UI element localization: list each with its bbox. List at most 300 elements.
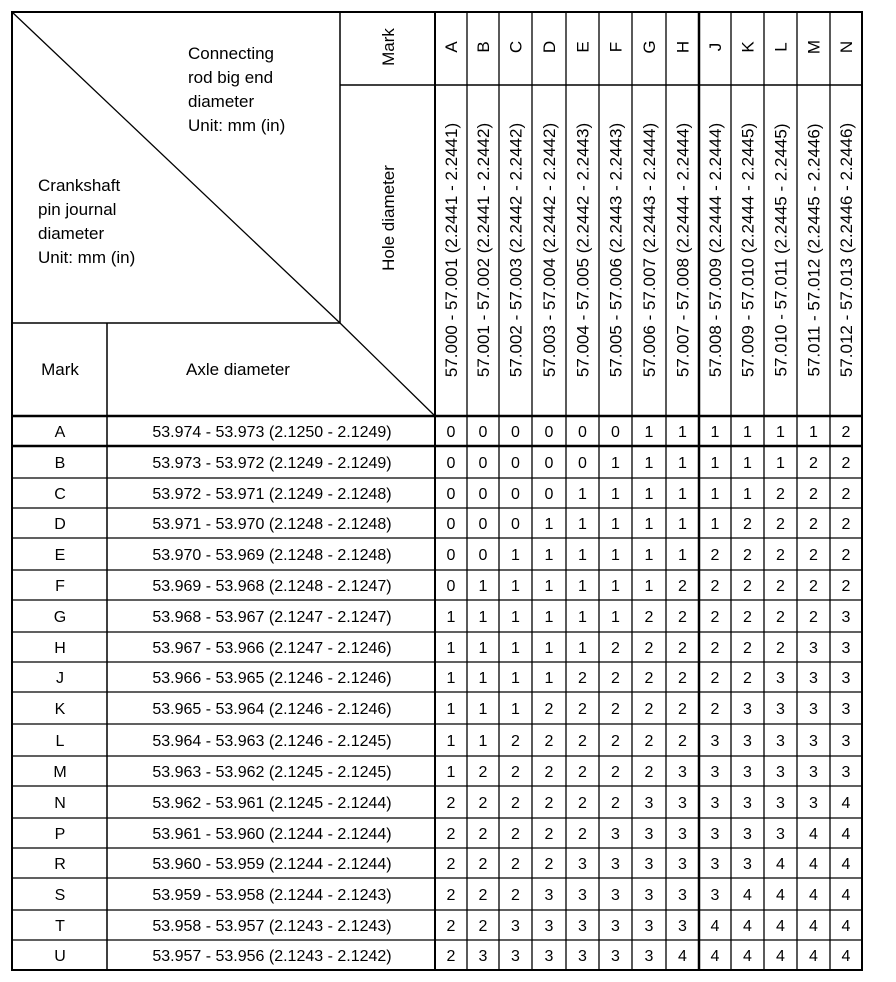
- grade-cell: 2: [743, 547, 752, 564]
- grade-cell: 2: [446, 918, 456, 935]
- grade-cell: 2: [776, 486, 785, 503]
- column-hole-diameter: 57.000 - 57.001 (2.2441 - 2.2441): [442, 122, 461, 378]
- row-mark: T: [55, 918, 65, 935]
- column-hole-diameter: 57.003 - 57.004 (2.2442 - 2.2442): [540, 122, 559, 378]
- column-hole-diameter: 57.004 - 57.005 (2.2442 - 2.2443): [573, 122, 593, 378]
- grade-cell: 1: [544, 640, 554, 657]
- grade-cell: 2: [644, 764, 654, 781]
- column-mark: E: [573, 41, 593, 53]
- grade-cell: 2: [710, 701, 720, 718]
- grade-cell: 3: [611, 918, 620, 935]
- grade-cell: 2: [478, 764, 488, 781]
- grade-cell: 2: [478, 918, 488, 935]
- grade-cell: 3: [776, 764, 785, 781]
- grade-cell: 1: [478, 640, 488, 657]
- grade-cell: 2: [644, 733, 654, 750]
- grade-cell: 3: [743, 701, 752, 718]
- grade-cell: 2: [446, 948, 456, 965]
- grade-cell: 1: [478, 701, 488, 718]
- column-hole-diameter: 57.010 - 57.011 (2.2445 - 2.2445): [771, 123, 791, 377]
- grade-cell: 1: [446, 609, 456, 626]
- grade-cell: 3: [678, 826, 687, 843]
- grade-cell: 2: [776, 516, 785, 533]
- axle-diameter-label: Axle diameter: [186, 360, 290, 379]
- grade-cell: 2: [544, 701, 554, 718]
- row-mark-label: Mark: [41, 360, 79, 379]
- grade-cell: 1: [478, 733, 488, 750]
- grade-cell: 3: [710, 733, 720, 750]
- column-hole-diameter: 57.012 - 57.013 (2.2446 - 2.2446): [837, 122, 856, 378]
- grade-cell: 1: [511, 578, 520, 595]
- grade-cell: 4: [776, 856, 785, 873]
- grade-cell: 4: [743, 918, 752, 935]
- column-mark: F: [606, 41, 626, 53]
- grade-cell: 3: [841, 764, 851, 781]
- grade-cell: 1: [578, 609, 587, 626]
- grade-cell: 1: [478, 578, 488, 595]
- grade-cell: 2: [841, 547, 851, 564]
- grade-cell: 1: [478, 670, 488, 687]
- grade-cell: 2: [511, 795, 520, 812]
- grade-cell: 2: [511, 764, 520, 781]
- grade-cell: 1: [678, 424, 687, 441]
- row-axle-diameter: 53.958 - 53.957 (2.1243 - 2.1243): [152, 918, 392, 935]
- grade-cell: 3: [644, 948, 654, 965]
- grade-cell: 0: [611, 424, 620, 441]
- grade-cell: 1: [544, 609, 554, 626]
- grade-cell: 3: [578, 856, 587, 873]
- grade-cell: 1: [678, 486, 687, 503]
- grade-cell: 2: [841, 455, 851, 472]
- row-mark: P: [54, 826, 66, 843]
- grade-cell: 3: [478, 948, 488, 965]
- grade-cell: 4: [776, 948, 785, 965]
- grade-cell: 2: [678, 609, 687, 626]
- grade-cell: 0: [446, 424, 456, 441]
- grade-cell: 2: [644, 701, 654, 718]
- grade-cell: 1: [511, 670, 520, 687]
- grade-cell: 1: [743, 486, 752, 503]
- grade-cell: 2: [544, 826, 554, 843]
- grade-cell: 2: [544, 795, 554, 812]
- grade-cell: 3: [578, 887, 587, 904]
- table-grid: [12, 12, 862, 970]
- grade-cell: 1: [611, 516, 620, 533]
- grade-cell: 1: [578, 640, 587, 657]
- grade-cell: 2: [611, 640, 620, 657]
- grade-cell: 1: [678, 547, 687, 564]
- grade-cell: 2: [809, 486, 818, 503]
- grade-cell: 0: [446, 486, 456, 503]
- grade-cell: 2: [511, 856, 520, 873]
- grade-cell: 2: [478, 795, 488, 812]
- row-axle-diameter: 53.959 - 53.958 (2.1244 - 2.1243): [152, 887, 392, 904]
- column-mark-label: Mark: [379, 28, 398, 66]
- grade-cell: 2: [611, 795, 620, 812]
- grade-cell: 2: [544, 764, 554, 781]
- grade-cell: 3: [678, 918, 687, 935]
- grade-cell: 2: [809, 516, 818, 533]
- row-mark: D: [54, 516, 66, 533]
- grade-cell: 3: [710, 764, 720, 781]
- grade-cell: 0: [578, 424, 587, 441]
- row-mark: N: [54, 795, 66, 812]
- grade-cell: 3: [710, 887, 720, 904]
- grade-cell: 1: [544, 547, 554, 564]
- grade-cell: 0: [478, 455, 488, 472]
- row-mark: C: [54, 486, 66, 503]
- grade-cell: 4: [841, 918, 851, 935]
- row-axle-diameter: 53.966 - 53.965 (2.1246 - 2.1246): [152, 670, 392, 687]
- column-mark: D: [540, 40, 559, 54]
- column-hole-diameter: 57.002 - 57.003 (2.2442 - 2.2442): [506, 122, 526, 378]
- grade-cell: 2: [710, 547, 720, 564]
- grade-cell: 2: [644, 640, 654, 657]
- column-mark: G: [640, 40, 659, 54]
- row-mark: K: [54, 701, 66, 718]
- grade-cell: 2: [446, 826, 456, 843]
- column-hole-diameter: 57.009 - 57.010 (2.2444 - 2.2445): [738, 122, 758, 378]
- rod-label-line-2: rod big end: [188, 68, 274, 87]
- column-headers: [442, 40, 856, 377]
- row-mark: E: [54, 547, 66, 564]
- grade-cell: 4: [809, 887, 818, 904]
- grade-cell: 2: [511, 733, 520, 750]
- grade-cell: 0: [478, 486, 488, 503]
- grade-cell: 1: [446, 670, 456, 687]
- grade-cell: 1: [611, 455, 620, 472]
- grade-cell: 2: [678, 670, 687, 687]
- grade-cell: 3: [678, 764, 687, 781]
- grade-cell: 1: [446, 640, 456, 657]
- grade-cell: 4: [841, 826, 851, 843]
- grade-cell: 2: [578, 701, 587, 718]
- grade-cell: 2: [841, 578, 851, 595]
- grade-cell: 1: [511, 640, 520, 657]
- row-mark: H: [54, 640, 66, 657]
- grade-cell: 1: [710, 424, 720, 441]
- grade-cell: 3: [678, 887, 687, 904]
- grade-cell: 2: [611, 764, 620, 781]
- grade-cell: 1: [511, 609, 520, 626]
- grade-cell: 4: [809, 826, 818, 843]
- grade-cell: 2: [678, 578, 687, 595]
- row-axle-diameter: 53.970 - 53.969 (2.1248 - 2.1248): [152, 547, 392, 564]
- grade-cell: 1: [743, 455, 752, 472]
- grade-cell: 3: [611, 856, 620, 873]
- grade-cell: 2: [511, 887, 520, 904]
- rod-label-line-3: diameter: [188, 92, 255, 111]
- grade-cell: 1: [578, 516, 587, 533]
- row-mark: L: [55, 733, 65, 750]
- grade-cell: 2: [710, 670, 720, 687]
- grade-cell: 3: [743, 856, 752, 873]
- row-mark: B: [54, 455, 66, 472]
- grade-cell: 4: [743, 948, 752, 965]
- grade-cell: 3: [776, 733, 785, 750]
- row-axle-diameter: 53.961 - 53.960 (2.1244 - 2.1244): [152, 826, 392, 843]
- grade-cell: 2: [578, 670, 587, 687]
- grade-cell: 3: [678, 795, 687, 812]
- grade-cell: 4: [678, 948, 687, 965]
- row-axle-diameter: 53.972 - 53.971 (2.1249 - 2.1248): [152, 486, 392, 503]
- table-border: [12, 12, 862, 970]
- grade-cell: 3: [809, 640, 818, 657]
- grade-cell: 3: [710, 795, 720, 812]
- grade-cell: 1: [743, 424, 752, 441]
- grade-cell: 2: [841, 486, 851, 503]
- crank-label-line-4: Unit: mm (in): [38, 248, 136, 267]
- grade-cell: 1: [578, 547, 587, 564]
- grade-cell: 1: [644, 486, 654, 503]
- grade-cell: 0: [478, 424, 488, 441]
- grade-cell: 1: [776, 455, 785, 472]
- grade-cell: 3: [578, 948, 587, 965]
- grade-cell: 3: [544, 948, 554, 965]
- grade-cell: 2: [743, 516, 752, 533]
- grade-cell: 1: [710, 455, 720, 472]
- grade-cell: 3: [544, 918, 554, 935]
- grade-cell: 3: [809, 764, 818, 781]
- grade-cell: 2: [710, 609, 720, 626]
- grade-cell: 4: [809, 918, 818, 935]
- grade-cell: 0: [511, 486, 520, 503]
- grade-cell: 2: [578, 764, 587, 781]
- grade-cell: 2: [776, 609, 785, 626]
- grade-cell: 1: [710, 486, 720, 503]
- grade-cell: 3: [809, 733, 818, 750]
- grade-cell: 0: [511, 424, 520, 441]
- grade-cell: 2: [611, 701, 620, 718]
- column-mark: C: [506, 40, 526, 54]
- grade-cell: 1: [611, 486, 620, 503]
- column-mark: A: [442, 41, 461, 53]
- grade-cell: 2: [776, 640, 785, 657]
- grade-cell: 2: [841, 424, 851, 441]
- grade-cell: 3: [611, 826, 620, 843]
- grade-cell: 1: [710, 516, 720, 533]
- column-hole-diameter: 57.011 - 57.012 (2.2445 - 2.2446): [804, 123, 824, 377]
- row-mark: S: [54, 887, 66, 904]
- grade-cell: 0: [511, 516, 520, 533]
- column-mark: K: [738, 41, 758, 53]
- grade-cell: 2: [578, 733, 587, 750]
- grade-cell: 2: [809, 609, 818, 626]
- grade-cell: 2: [478, 887, 488, 904]
- row-axle-diameter: 53.973 - 53.972 (2.1249 - 2.1249): [152, 455, 392, 472]
- column-hole-diameter: 57.005 - 57.006 (2.2443 - 2.2443): [606, 122, 626, 378]
- grade-cell: 4: [841, 948, 851, 965]
- grade-cell: 1: [776, 424, 785, 441]
- grade-cell: 1: [644, 424, 654, 441]
- hole-diameter-label: Hole diameter: [379, 165, 398, 271]
- row-axle-diameter: 53.974 - 53.973 (2.1250 - 2.1249): [152, 424, 392, 441]
- grade-cell: 3: [511, 948, 520, 965]
- grade-cell: 3: [644, 826, 654, 843]
- grade-cell: 2: [743, 578, 752, 595]
- grade-cell: 3: [776, 826, 785, 843]
- grade-cell: 2: [678, 733, 687, 750]
- grade-cell: 2: [644, 670, 654, 687]
- grade-cell: 3: [511, 918, 520, 935]
- grade-cell: 3: [809, 701, 818, 718]
- grade-cell: 0: [478, 516, 488, 533]
- grade-cell: 3: [776, 701, 785, 718]
- grade-cell: 3: [678, 856, 687, 873]
- grade-cell: 2: [544, 733, 554, 750]
- grade-cell: 2: [478, 826, 488, 843]
- grade-cell: 2: [841, 516, 851, 533]
- column-mark: J: [706, 42, 725, 52]
- grade-cell: 1: [578, 578, 587, 595]
- grade-cell: 1: [446, 733, 456, 750]
- grade-cell: 2: [611, 733, 620, 750]
- grade-cell: 1: [809, 424, 818, 441]
- grade-cell: 1: [446, 764, 456, 781]
- row-axle-diameter: 53.962 - 53.961 (2.1245 - 2.1244): [152, 795, 392, 812]
- grade-cell: 2: [578, 795, 587, 812]
- grade-cell: 0: [544, 455, 554, 472]
- grade-cell: 1: [446, 701, 456, 718]
- grade-cell: 1: [511, 547, 520, 564]
- grade-cell: 2: [446, 887, 456, 904]
- grade-cell: 2: [710, 578, 720, 595]
- diagonal-line: [340, 323, 435, 416]
- grade-cell: 1: [611, 609, 620, 626]
- grade-cell: 3: [809, 670, 818, 687]
- grade-cell: 1: [544, 516, 554, 533]
- grade-cell: 1: [611, 547, 620, 564]
- row-axle-diameter: 53.968 - 53.967 (2.1247 - 2.1247): [152, 609, 392, 626]
- row-axle-diameter: 53.971 - 53.970 (2.1248 - 2.1248): [152, 516, 392, 533]
- grade-cell: 4: [743, 887, 752, 904]
- grade-cell: 4: [841, 795, 851, 812]
- grade-cell: 3: [841, 733, 851, 750]
- column-hole-diameter: 57.001 - 57.002 (2.2441 - 2.2442): [474, 122, 493, 378]
- grade-cell: 0: [478, 547, 488, 564]
- row-mark: F: [55, 578, 65, 595]
- grade-cell: 3: [841, 670, 851, 687]
- grade-cell: 1: [544, 670, 554, 687]
- crank-label-line-2: pin journal: [38, 200, 117, 219]
- rod-label-line-1: Connecting: [188, 44, 275, 63]
- grade-cell: 3: [776, 795, 785, 812]
- grade-cell: 2: [578, 826, 587, 843]
- grade-cell: 4: [809, 856, 818, 873]
- row-mark: R: [54, 856, 66, 873]
- grade-cell: 3: [611, 948, 620, 965]
- grade-cell: 2: [809, 455, 818, 472]
- row-mark: M: [53, 764, 67, 781]
- grade-cell: 2: [511, 826, 520, 843]
- grade-cell: 3: [644, 918, 654, 935]
- row-axle-diameter: 53.960 - 53.959 (2.1244 - 2.1244): [152, 856, 392, 873]
- grade-cell: 2: [611, 670, 620, 687]
- grade-cell: 1: [511, 701, 520, 718]
- grade-cell: 3: [809, 795, 818, 812]
- grade-cell: 3: [743, 733, 752, 750]
- column-hole-diameter: 57.007 - 57.008 (2.2444 - 2.2444): [673, 122, 693, 378]
- grade-cell: 3: [710, 856, 720, 873]
- grade-cell: 1: [644, 455, 654, 472]
- row-axle-diameter: 53.963 - 53.962 (2.1245 - 2.1245): [152, 764, 392, 781]
- grade-cell: 4: [710, 948, 720, 965]
- grade-cell: 0: [446, 516, 456, 533]
- grade-cell: 1: [644, 547, 654, 564]
- diagonal-line: [12, 12, 340, 323]
- grade-cell: 2: [446, 856, 456, 873]
- grade-cell: 3: [776, 670, 785, 687]
- column-hole-diameter: 57.008 - 57.009 (2.2444 - 2.2444): [706, 122, 725, 378]
- grade-cell: 0: [446, 547, 456, 564]
- grade-cell: 2: [743, 670, 752, 687]
- grade-cell: 0: [446, 578, 456, 595]
- crank-label-line-1: Crankshaft: [38, 176, 121, 195]
- grade-cell: 4: [841, 856, 851, 873]
- grade-cell: 4: [710, 918, 720, 935]
- grade-cell: 0: [446, 455, 456, 472]
- grade-cell: 1: [678, 516, 687, 533]
- grade-cell: 3: [611, 887, 620, 904]
- grade-cell: 1: [544, 578, 554, 595]
- grade-cell: 2: [743, 640, 752, 657]
- grade-cell: 3: [644, 795, 654, 812]
- grade-cell: 0: [544, 486, 554, 503]
- row-mark: G: [53, 609, 67, 626]
- crank-label-line-3: diameter: [38, 224, 105, 243]
- grade-cell: 2: [743, 609, 752, 626]
- grade-cell: 3: [578, 918, 587, 935]
- row-mark: A: [54, 424, 66, 441]
- grade-cell: 2: [446, 795, 456, 812]
- grade-cell: 1: [644, 578, 654, 595]
- grade-cell: 1: [678, 455, 687, 472]
- grade-cell: 0: [511, 455, 520, 472]
- grade-cell: 1: [611, 578, 620, 595]
- grade-cell: 3: [644, 856, 654, 873]
- grade-cell: 2: [544, 856, 554, 873]
- grade-cell: 3: [743, 826, 752, 843]
- grade-cell: 4: [776, 918, 785, 935]
- grade-cell: 2: [644, 609, 654, 626]
- grade-cell: 3: [743, 764, 752, 781]
- grade-cell: 3: [710, 826, 720, 843]
- grade-cell: 2: [809, 578, 818, 595]
- row-mark: J: [56, 670, 64, 687]
- column-hole-diameter: 57.006 - 57.007 (2.2443 - 2.2444): [640, 122, 659, 378]
- grade-cell: 2: [678, 640, 687, 657]
- grade-cell: 2: [710, 640, 720, 657]
- grade-cell: 4: [841, 887, 851, 904]
- column-mark: L: [771, 42, 791, 52]
- column-mark: B: [474, 41, 493, 53]
- row-axle-diameter: 53.957 - 53.956 (2.1243 - 2.1242): [152, 948, 392, 965]
- grade-cell: 3: [644, 887, 654, 904]
- grade-cell: 2: [776, 547, 785, 564]
- row-mark: U: [54, 948, 66, 965]
- column-mark: M: [804, 39, 824, 55]
- grade-cell: 2: [678, 701, 687, 718]
- grade-cell: 4: [776, 887, 785, 904]
- row-axle-diameter: 53.967 - 53.966 (2.1247 - 2.1246): [152, 640, 392, 657]
- grade-cell: 0: [544, 424, 554, 441]
- column-mark: H: [673, 40, 693, 54]
- grade-cell: 1: [578, 486, 587, 503]
- column-mark: N: [837, 40, 856, 54]
- grade-cell: 3: [544, 887, 554, 904]
- row-axle-diameter: 53.964 - 53.963 (2.1246 - 2.1245): [152, 733, 392, 750]
- grade-cell: 2: [809, 547, 818, 564]
